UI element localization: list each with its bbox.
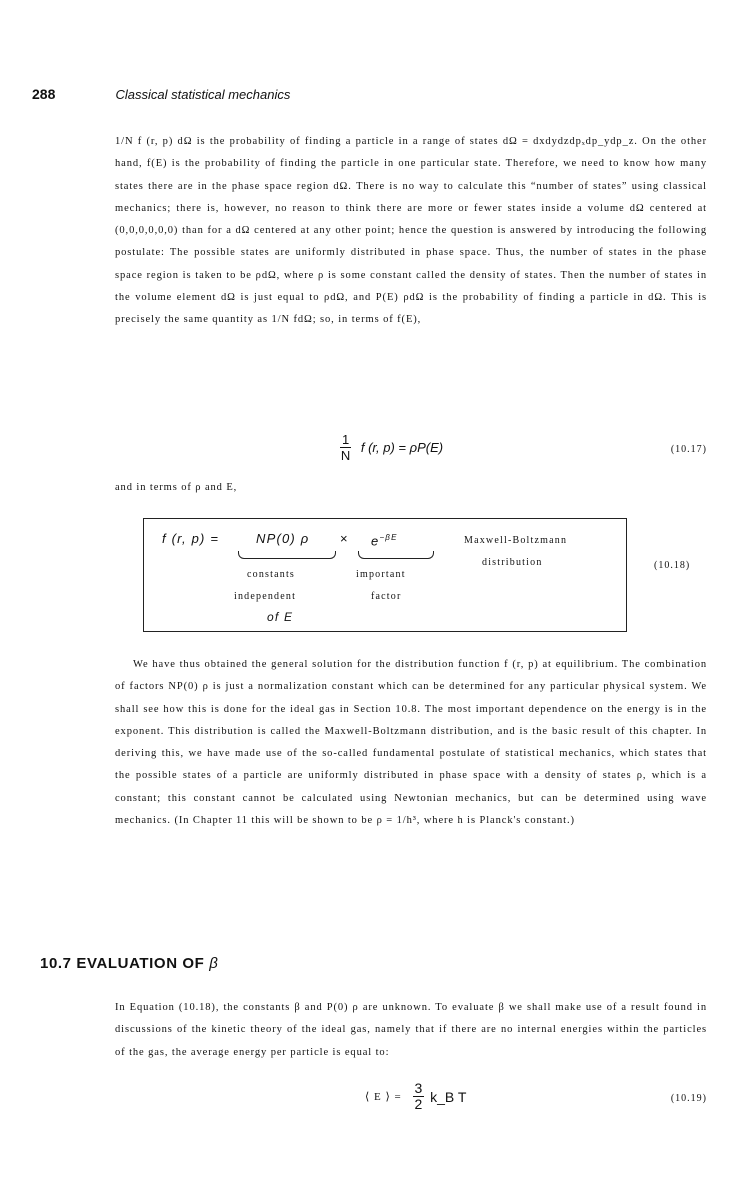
eq-10-17-numerator: 1	[342, 432, 350, 447]
eq-10-18-under2-line2: factor	[371, 591, 402, 602]
eq-10-17-fraction	[340, 432, 351, 463]
paragraph-2-text: We have thus obtained the general solution for the distribution function f (r, p) at equilibrium. The combination of factors NP(0) ρ is just a normalization constant which can be determined for any particular physical system. We shall see how this is done for the ideal gas in Section 10.8. The most important dependence on the energy is in the exponent. This distribution is called the Maxwell-Boltzmann distribution, and is the basic result of this chapter. In deriving this, we have made use of the so-called fundamental postulate of statistical mechanics, which states that the possible states of a particle are uniformly distributed in phase space with a density of states ρ, which is a constant; this constant cannot be calculated using Newtonian mechanics, but can be determined using wave mechanics. (In Chapter 11 this will be shown to be ρ = 1/h³, where h is Planck's constant.)	[115, 659, 707, 827]
eq-10-18-times: ×	[340, 531, 349, 546]
section-heading	[40, 955, 218, 972]
line-after-1017-text: and in terms of ρ and E,	[115, 482, 238, 493]
paragraph-3	[115, 997, 707, 1064]
eq-10-18-under1-line1: constants	[247, 569, 296, 580]
page-header	[32, 86, 712, 104]
eq-10-18-lhs: f (r, p) =	[162, 531, 220, 546]
eq-10-18-brace-2	[358, 551, 434, 559]
eq-10-19-rhs: k_B T	[430, 1088, 467, 1105]
eq-10-18-term2-base: e	[371, 533, 380, 549]
paragraph-1	[115, 131, 707, 332]
eq-10-18-label-line2: distribution	[482, 557, 543, 568]
eq-10-18-term1: NP(0) ρ	[256, 531, 310, 546]
section-heading-symbol: β	[209, 955, 219, 972]
eq-10-18-under1-line3: of E	[267, 610, 294, 624]
paragraph-3-text: In Equation (10.18), the constants β and P(0) ρ are unknown. To evaluate β we shall make use of a result found in discussions of the kinetic theory of the ideal gas, namely that if there are no internal energies within the particles of the gas, the average energy per particle is equal to:	[115, 1002, 707, 1058]
paragraph-2	[115, 654, 707, 832]
eq-10-19-number: (10.19)	[670, 1093, 707, 1104]
section-heading-text: 10.7 EVALUATION OF	[40, 955, 205, 972]
eq-10-19-denominator: 2	[414, 1096, 423, 1112]
eq-10-18-term2	[371, 533, 398, 548]
equation-10-18-box	[143, 518, 627, 632]
eq-10-18-term2-exponent: −βE	[379, 533, 398, 542]
eq-10-17-denominator: N	[340, 448, 351, 463]
eq-10-18-label-line1: Maxwell-Boltzmann	[464, 535, 568, 546]
equation-10-17	[115, 432, 707, 464]
running-title: Classical statistical mechanics	[115, 87, 291, 102]
eq-10-17-number: (10.17)	[670, 444, 707, 455]
eq-10-19-fraction	[413, 1081, 425, 1112]
eq-10-18-number: (10.18)	[654, 560, 691, 571]
page-number: 288	[32, 86, 56, 102]
eq-10-18-under1-line2: independent	[234, 591, 297, 602]
eq-10-19-numerator: 3	[414, 1080, 423, 1096]
eq-10-19-lhs: ⟨ E ⟩ =	[365, 1091, 402, 1103]
eq-10-18-brace-1	[238, 551, 336, 559]
eq-10-17-rhs: f (r, p) = ρP(E)	[360, 440, 444, 455]
equation-10-19	[115, 1081, 707, 1113]
paragraph-1-text: 1/N f (r, p) dΩ is the probability of finding a particle in a range of states dΩ = dxdydzdpₓdp_ydp_z. On the other hand, f(E) is the probability of finding the particle in one particular state. Therefore, we need to know how many states there are in the phase space region dΩ. There is no way to calculate this “number of states” using classical mechanics; there is, however, no reason to think there are more or fewer states inside a volume dΩ centered at (0,0,0,0,0,0) than for a dΩ centered at any other point; hence the question is answered by introducing the following postulate: The possible states are uniformly distributed in phase space. Thus, the number of states in the phase space region is taken to be ρdΩ, where ρ is some constant called the density of states. Then the number of states in the volume element dΩ is just equal to ρdΩ, and P(E) ρdΩ is the probability of finding a particle in dΩ. This is precisely the same quantity as 1/N fdΩ; so, in terms of f(E),	[115, 136, 707, 326]
eq-10-18-under2-line1: important	[356, 569, 406, 580]
line-after-1017	[115, 477, 707, 499]
